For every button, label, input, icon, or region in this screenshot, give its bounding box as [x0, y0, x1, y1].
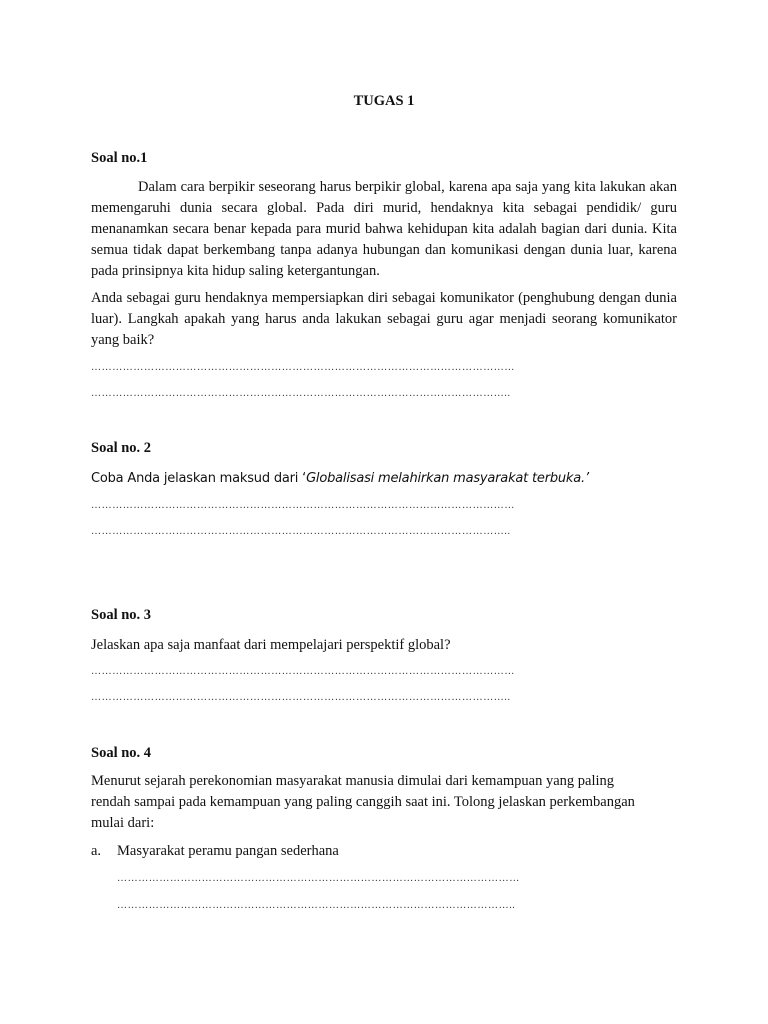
question-1-context-paragraph: Dalam cara berpikir seseorang harus berpikir global, karena apa saja yang kita lakukan akan memengaruhi dunia secara global. Pada diri murid, hendaknya kita sebagai pendidik/ guru menanamkan secara benar kepada para murid bahwa kehidupan kita adalah bagian dari dunia. Kita semua tidak dapat berkembang tanpa adanya hubungan dan komunikasi dengan dunia luar, karena pada prinsipnya kita hidup saling ketergantungan.: [91, 179, 677, 279]
question-1-answer-line-1: …………………………………………………………………………………………………………: [91, 362, 515, 373]
question-2-heading: Soal no. 2: [91, 440, 152, 456]
question-2-prompt-prefix: Coba Anda jelaskan maksud dari ‘: [91, 471, 307, 486]
question-2-answer-line-2: ………………………………………………………………………………………………………..: [91, 526, 511, 537]
question-4-item-a-answer-line-2: …………………………………………………………………………………………………..: [117, 900, 516, 911]
question-1-prompt-paragraph: Anda sebagai guru hendaknya mempersiapkan diri sebagai komunikator (penghubung dengan dunia luar). Langkah apakah yang harus anda lakukan sebagai guru agar menjadi seorang komunikator yang baik?: [91, 290, 677, 348]
question-3-heading: Soal no. 3: [91, 607, 152, 623]
question-4-item-a-answer-line-1: ……………………………………………………………………………………………………: [117, 873, 520, 884]
question-1-answer-line-2: ………………………………………………………………………………………………………..: [91, 388, 511, 399]
question-4-item-a-text: Masyarakat peramu pangan sederhana: [117, 843, 339, 859]
question-3-prompt: Jelaskan apa saja manfaat dari mempelajari perspektif global?: [91, 637, 451, 653]
question-1-heading: Soal no.1: [91, 150, 148, 166]
question-4-prompt: Menurut sejarah perekonomian masyarakat manusia dimulai dari kemampuan yang paling rendah sampai pada kemampuan yang paling canggih saat ini. Tolong jelaskan perkembangan mulai dari:: [91, 773, 635, 831]
question-2-prompt-quote: Globalisasi melahirkan masyarakat terbuka.’: [306, 471, 589, 486]
question-2-prompt: [91, 468, 677, 489]
question-3-answer-line-1: …………………………………………………………………………………………………………: [91, 666, 515, 677]
page-title: TUGAS 1: [353, 93, 415, 109]
question-3-answer-line-2: ………………………………………………………………………………………………………..: [91, 692, 511, 703]
question-2-answer-line-1: …………………………………………………………………………………………………………: [91, 500, 515, 511]
question-4-heading: Soal no. 4: [91, 745, 152, 761]
question-4-item-a-label: a.: [91, 843, 102, 859]
